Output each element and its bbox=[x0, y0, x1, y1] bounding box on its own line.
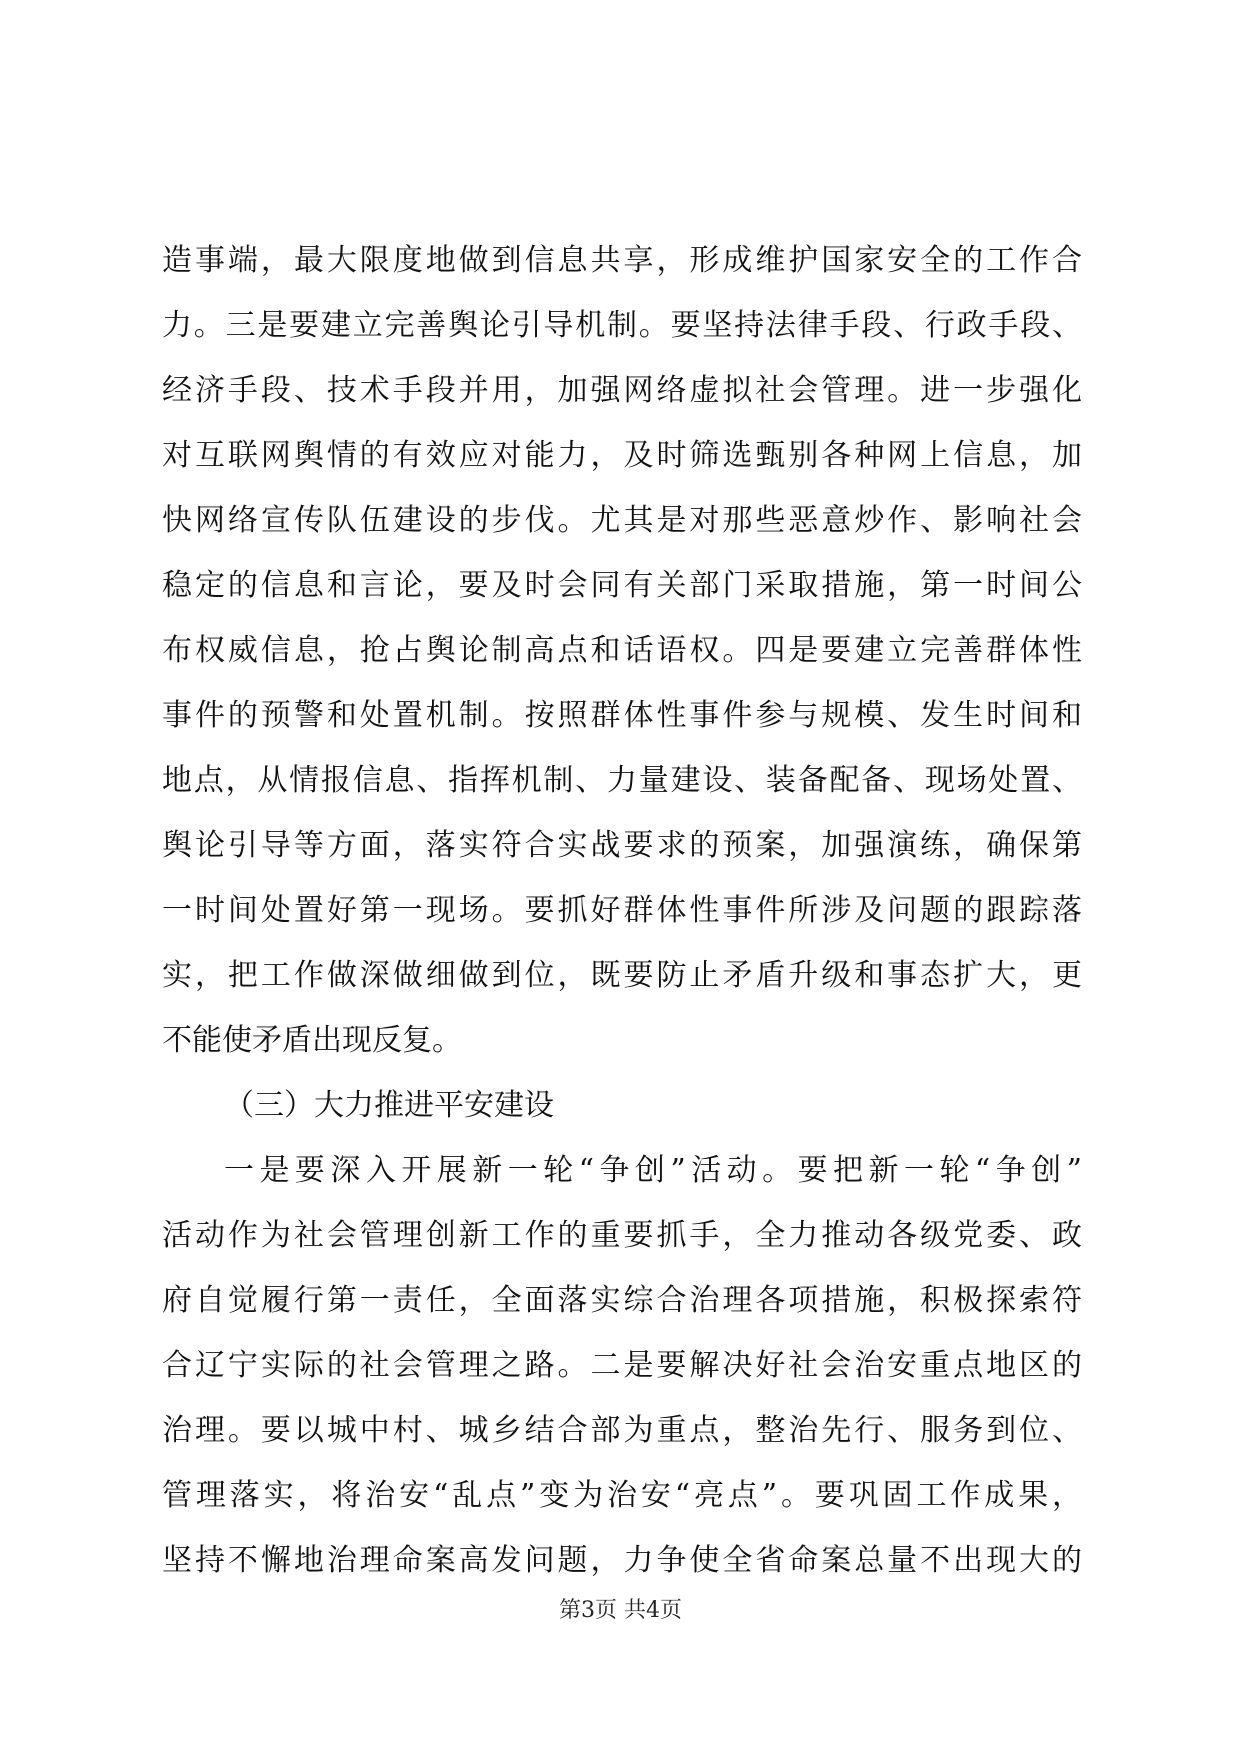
document-body bbox=[162, 228, 1082, 1593]
page-number-footer: 第3页 共4页 bbox=[559, 1598, 682, 1623]
text-line: 稳定的信息和言论，要及时会同有关部门采取措施，第一时间公 bbox=[162, 568, 1082, 603]
text-line: 力。三是要建立完善舆论引导机制。要坚持法律手段、行政手段、 bbox=[162, 308, 1082, 343]
text-line: 一时间处置好第一现场。要抓好群体性事件所涉及问题的跟踪落 bbox=[162, 893, 1082, 928]
text-line: 造事端，最大限度地做到信息共享，形成维护国家安全的工作合 bbox=[162, 243, 1082, 278]
text-line: 实，把工作做深做细做到位，既要防止矛盾升级和事态扩大，更 bbox=[162, 958, 1082, 993]
text-line: 经济手段、技术手段并用，加强网络虚拟社会管理。进一步强化 bbox=[162, 373, 1082, 408]
text-line: 对互联网舆情的有效应对能力，及时筛选甄别各种网上信息，加 bbox=[162, 438, 1082, 473]
text-line: 坚持不懈地治理命案高发问题，力争使全省命案总量不出现大的 bbox=[162, 1543, 1082, 1578]
paragraph-start-line: 一是要深入开展新一轮“争创”活动。要把新一轮“争创” bbox=[224, 1153, 1082, 1188]
paragraph-end-line: 不能使矛盾出现反复。 bbox=[162, 1023, 462, 1058]
text-line: 事件的预警和处置机制。按照群体性事件参与规模、发生时间和 bbox=[162, 698, 1082, 733]
text-line: 合辽宁实际的社会管理之路。二是要解决好社会治安重点地区的 bbox=[162, 1348, 1082, 1383]
text-line: 管理落实，将治安“乱点”变为治安“亮点”。要巩固工作成果， bbox=[162, 1478, 1082, 1513]
section-heading: （三）大力推进平安建设 bbox=[224, 1088, 554, 1123]
text-line: 府自觉履行第一责任，全面落实综合治理各项措施，积极探索符 bbox=[162, 1283, 1082, 1318]
text-line: 地点，从情报信息、指挥机制、力量建设、装备配备、现场处置、 bbox=[162, 763, 1082, 798]
text-line: 舆论引导等方面，落实符合实战要求的预案，加强演练，确保第 bbox=[162, 828, 1082, 863]
text-line: 活动作为社会管理创新工作的重要抓手，全力推动各级党委、政 bbox=[162, 1218, 1082, 1253]
text-line: 布权威信息，抢占舆论制高点和话语权。四是要建立完善群体性 bbox=[162, 633, 1082, 668]
text-line: 治理。要以城中村、城乡结合部为重点，整治先行、服务到位、 bbox=[162, 1413, 1082, 1448]
text-line: 快网络宣传队伍建设的步伐。尤其是对那些恶意炒作、影响社会 bbox=[162, 503, 1082, 538]
